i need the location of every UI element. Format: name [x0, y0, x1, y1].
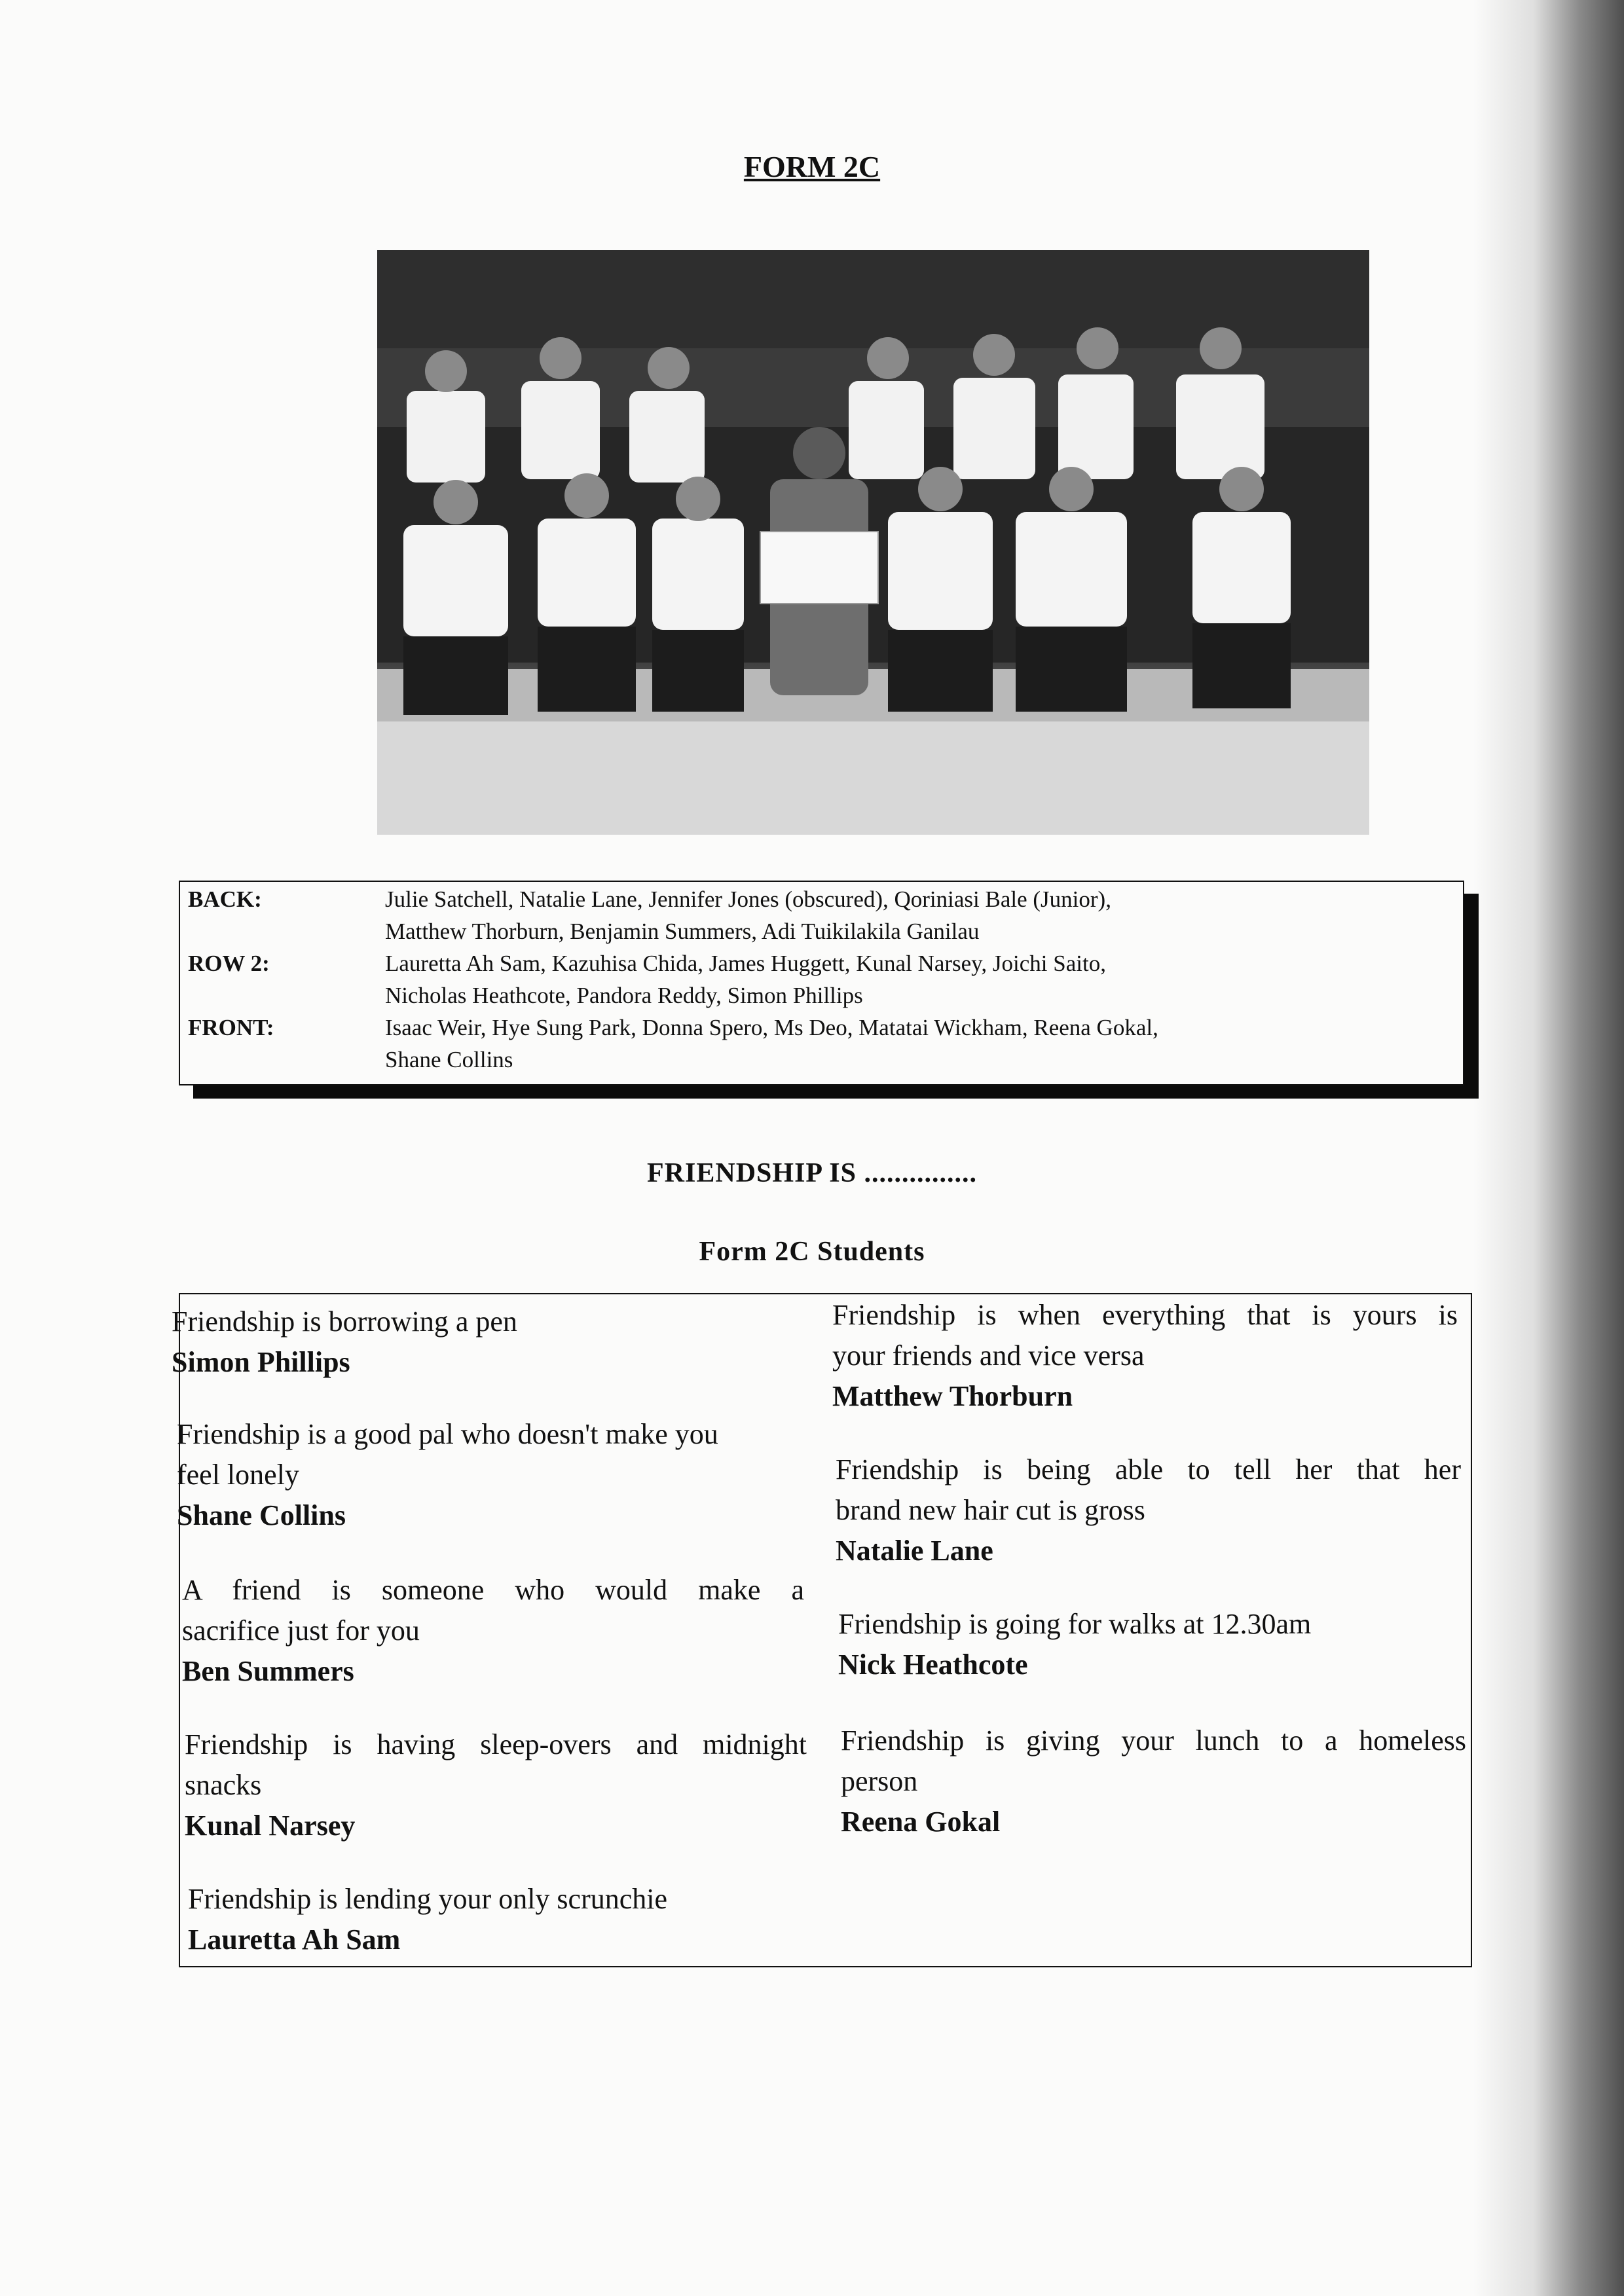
quote-item — [832, 1295, 1458, 1417]
quote-line: snacks — [185, 1769, 262, 1801]
quote-line: your friends and vice versa — [832, 1339, 1145, 1372]
quote-line: Friendship is when everything that is yours is — [832, 1299, 1458, 1331]
quote-line: feel lonely — [177, 1459, 299, 1491]
quote-item — [836, 1449, 1461, 1571]
caption-line: Isaac Weir, Hye Sung Park, Donna Spero, Ms Deo, Matatai Wickham, Reena Gokal, — [385, 1015, 1158, 1040]
caption-line: Shane Collins — [385, 1047, 513, 1072]
quote-author: Lauretta Ah Sam — [188, 1923, 401, 1956]
caption-line: Matthew Thorburn, Benjamin Summers, Adi Tuikilakila Ganilau — [385, 919, 980, 944]
quote-line: sacrifice just for you — [182, 1614, 420, 1647]
section-heading: FRIENDSHIP IS ............... — [647, 1158, 977, 1188]
section-subheading: Form 2C Students — [699, 1237, 925, 1267]
quote-line: Friendship is borrowing a pen — [172, 1305, 517, 1338]
page-title: FORM 2C — [743, 150, 881, 183]
caption-label: ROW 2: — [188, 951, 270, 976]
quote-author: Kunal Narsey — [185, 1810, 356, 1842]
quote-line: Friendship is being able to tell her that her — [836, 1453, 1461, 1485]
quote-author: Reena Gokal — [841, 1806, 1001, 1838]
quote-line: Friendship is going for walks at 12.30am — [838, 1608, 1312, 1640]
quote-line: Friendship is having sleep-overs and midnight — [185, 1728, 807, 1760]
quote-line: Friendship is lending your only scrunchie — [188, 1883, 668, 1915]
quote-item — [172, 1302, 794, 1383]
quote-author: Matthew Thorburn — [832, 1380, 1073, 1412]
caption-names — [385, 1011, 1446, 1076]
page-edge-shadow — [1473, 0, 1624, 2296]
quote-author: Simon Phillips — [172, 1346, 350, 1378]
quote-item — [185, 1724, 807, 1846]
caption-label: BACK: — [188, 886, 262, 912]
quote-item — [838, 1604, 1464, 1685]
class-photo-illustration — [377, 250, 1369, 835]
caption-names — [385, 883, 1446, 947]
quote-author: Natalie Lane — [836, 1535, 993, 1567]
caption-line: Julie Satchell, Natalie Lane, Jennifer Jones (obscured), Qoriniasi Bale (Junior), — [385, 886, 1111, 912]
quote-line: A friend is someone who would make a — [182, 1574, 804, 1606]
quote-item — [841, 1721, 1466, 1842]
caption-names — [385, 947, 1446, 1011]
quote-author: Ben Summers — [182, 1655, 354, 1687]
caption-box — [179, 881, 1464, 1085]
quote-line: Friendship is a good pal who doesn't make you — [177, 1418, 718, 1450]
quote-line: person — [841, 1765, 918, 1797]
class-photo — [377, 250, 1369, 835]
quote-author: Shane Collins — [177, 1499, 346, 1531]
quote-item — [177, 1414, 799, 1536]
quote-item — [182, 1570, 804, 1692]
caption-label: FRONT: — [188, 1015, 274, 1040]
caption-line: Nicholas Heathcote, Pandora Reddy, Simon Phillips — [385, 983, 863, 1008]
quote-line: brand new hair cut is gross — [836, 1494, 1145, 1526]
quote-line: Friendship is giving your lunch to a homeless — [841, 1724, 1466, 1757]
quote-item — [188, 1879, 810, 1960]
caption-line: Lauretta Ah Sam, Kazuhisa Chida, James Huggett, Kunal Narsey, Joichi Saito, — [385, 951, 1106, 976]
quote-author: Nick Heathcote — [838, 1649, 1028, 1681]
